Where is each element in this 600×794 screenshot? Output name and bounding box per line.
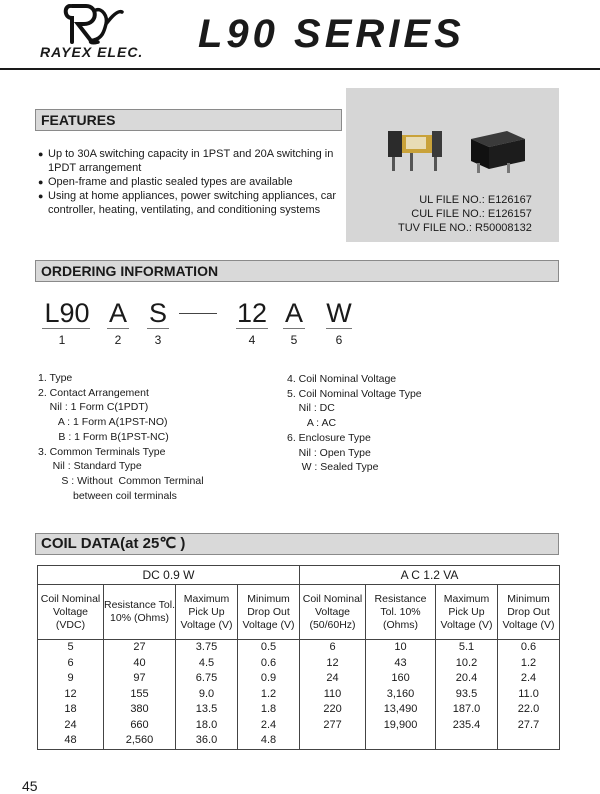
certification-file-numbers — [398, 193, 532, 235]
sealed-relay-image — [467, 125, 527, 177]
table-cell: 380 — [104, 702, 176, 718]
table-cell: 12 — [38, 687, 104, 703]
table-cell: 97 — [104, 671, 176, 687]
table-cell — [498, 733, 560, 749]
table-cell: 27.7 — [498, 718, 560, 734]
code-underline — [42, 328, 90, 329]
table-cell — [366, 733, 436, 749]
table-cell: 11.0 — [498, 687, 560, 703]
table-row — [38, 671, 560, 687]
table-cell: 0.9 — [238, 671, 300, 687]
table-row — [38, 702, 560, 718]
table-cell: 4.8 — [238, 733, 300, 749]
code-part-terminal: S — [148, 298, 167, 328]
table-cell: 1.2 — [498, 656, 560, 672]
ul-file-number: UL FILE NO.: E126167 — [419, 194, 532, 206]
table-cell: 36.0 — [176, 733, 238, 749]
dc-group-header: DC 0.9 W — [38, 566, 300, 585]
series-title: L90 SERIES — [198, 12, 465, 56]
table-cell: 1.2 — [238, 687, 300, 703]
table-cell: 27 — [104, 640, 176, 656]
table-cell: 4.5 — [176, 656, 238, 672]
table-cell: 2.4 — [498, 671, 560, 687]
code-separator — [179, 313, 217, 314]
table-cell — [436, 733, 498, 749]
table-row — [38, 640, 560, 656]
table-cell: 22.0 — [498, 702, 560, 718]
code-part-voltage: 12 — [236, 298, 268, 328]
table-cell: 277 — [300, 718, 366, 734]
table-cell — [300, 733, 366, 749]
table-cell: 19,900 — [366, 718, 436, 734]
code-underline — [283, 328, 305, 329]
table-cell: 5.1 — [436, 640, 498, 656]
column-header: Coil Nominal Voltage (50/60Hz) — [300, 585, 366, 640]
open-frame-relay-image — [384, 125, 446, 173]
header-divider — [0, 68, 600, 70]
table-cell: 24 — [300, 671, 366, 687]
table-cell: 10.2 — [436, 656, 498, 672]
code-underline — [107, 328, 129, 329]
table-cell: 9 — [38, 671, 104, 687]
feature-item: ● Up to 30A switching capacity in 1PST and 20A switching in 1PDT arrangement — [38, 147, 338, 175]
table-cell: 5 — [38, 640, 104, 656]
table-row — [38, 718, 560, 734]
table-cell: 660 — [104, 718, 176, 734]
column-header: Resistance Tol. 10% (Ohms) — [366, 585, 436, 640]
tuv-file-number: TUV FILE NO.: R50008132 — [398, 222, 532, 234]
table-cell: 155 — [104, 687, 176, 703]
cul-file-number: CUL FILE NO.: E126157 — [411, 208, 532, 220]
table-cell: 1.8 — [238, 702, 300, 718]
table-row — [38, 656, 560, 672]
table-cell: 9.0 — [176, 687, 238, 703]
coil-data-table — [37, 565, 560, 750]
table-cell: 48 — [38, 733, 104, 749]
table-cell: 110 — [300, 687, 366, 703]
code-number: 1 — [58, 333, 66, 347]
table-cell: 0.6 — [238, 656, 300, 672]
table-cell: 13,490 — [366, 702, 436, 718]
column-header: Minimum Drop Out Voltage (V) — [498, 585, 560, 640]
table-cell: 187.0 — [436, 702, 498, 718]
column-header: Resistance Tol. 10% (Ohms) — [104, 585, 176, 640]
coil-data-heading: COIL DATA(at 25℃ ) — [35, 533, 559, 555]
table-cell: 13.5 — [176, 702, 238, 718]
table-row — [38, 687, 560, 703]
code-part-contact: A — [108, 298, 127, 328]
feature-item: ● Using at home appliances, power switching appliances, car controller, heating, ventilating, and conditioning systems — [38, 189, 338, 217]
table-cell: 235.4 — [436, 718, 498, 734]
ordering-information-heading: ORDERING INFORMATION — [35, 260, 559, 282]
table-cell: 6 — [300, 640, 366, 656]
feature-item: ● Open-frame and plastic sealed types are available — [38, 175, 338, 189]
table-cell: 3,160 — [366, 687, 436, 703]
company-name: RAYEX ELEC. — [40, 44, 144, 60]
table-cell: 0.5 — [238, 640, 300, 656]
code-underline — [326, 328, 352, 329]
features-list — [38, 147, 338, 217]
table-cell: 12 — [300, 656, 366, 672]
ordering-options-right: 4. Coil Nominal Voltage 5. Coil Nominal Voltage Type Nil : DC A : AC 6. Enclosure Type Nil : Open Type W : Sealed Type — [287, 373, 422, 474]
table-cell: 40 — [104, 656, 176, 672]
code-part-type: L90 — [44, 298, 90, 328]
ordering-options-left: 1. Type 2. Contact Arrangement Nil : 1 Form C(1PDT) A : 1 Form A(1PST-NO) B : 1 Form B(1PST-NC) 3. Common Terminals Type Nil : Standard Type S : Without Common Terminal between coil terminals — [38, 372, 204, 502]
column-header: Maximum Pick Up Voltage (V) — [436, 585, 498, 640]
rayex-logo-icon — [62, 2, 126, 46]
table-cell: 6 — [38, 656, 104, 672]
column-header: Minimum Drop Out Voltage (V) — [238, 585, 300, 640]
table-cell: 0.6 — [498, 640, 560, 656]
table-cell: 18 — [38, 702, 104, 718]
ac-group-header: A C 1.2 VA — [300, 566, 560, 585]
code-number: 4 — [248, 333, 256, 347]
table-cell: 2.4 — [238, 718, 300, 734]
table-row — [38, 733, 560, 749]
table-cell: 220 — [300, 702, 366, 718]
table-cell: 43 — [366, 656, 436, 672]
table-cell: 6.75 — [176, 671, 238, 687]
table-cell: 24 — [38, 718, 104, 734]
table-cell: 160 — [366, 671, 436, 687]
code-number: 3 — [154, 333, 162, 347]
code-number: 2 — [114, 333, 122, 347]
table-cell: 3.75 — [176, 640, 238, 656]
table-cell: 10 — [366, 640, 436, 656]
table-cell: 20.4 — [436, 671, 498, 687]
code-part-enclosure: W — [326, 298, 352, 328]
table-cell: 93.5 — [436, 687, 498, 703]
column-header: Maximum Pick Up Voltage (V) — [176, 585, 238, 640]
code-number: 6 — [335, 333, 343, 347]
page-number: 45 — [22, 778, 38, 794]
table-cell: 2,560 — [104, 733, 176, 749]
features-heading: FEATURES — [35, 109, 342, 131]
code-part-voltage-type: A — [284, 298, 303, 328]
code-number: 5 — [290, 333, 298, 347]
code-underline — [236, 328, 268, 329]
code-underline — [147, 328, 169, 329]
column-header: Coil Nominal Voltage (VDC) — [38, 585, 104, 640]
table-cell: 18.0 — [176, 718, 238, 734]
